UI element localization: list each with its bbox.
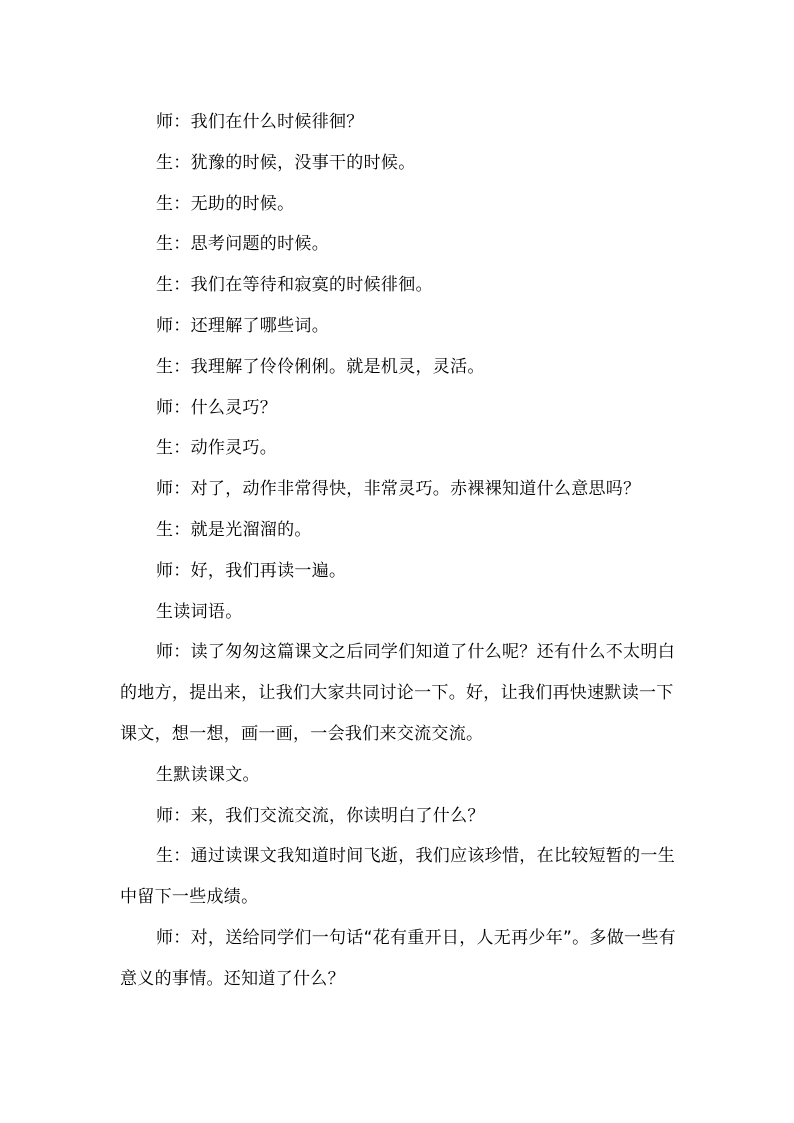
dialogue-line: 生：我们在等待和寂寞的时候徘徊。	[156, 275, 433, 296]
dialogue-line: 师：来，我们交流交流，你读明白了什么？	[156, 805, 485, 826]
dialogue-line: 生：无助的时候。	[156, 193, 295, 214]
dialogue-line: 生：思考问题的时候。	[156, 234, 329, 255]
dialogue-line: 师：对，送给同学们一句话“花有重开日，人无再少年”。多做一些有意义的事情。还知道了什么？	[120, 927, 676, 989]
dialogue-line: 生：动作灵巧。	[156, 438, 278, 459]
dialogue-line: 师：什么灵巧？	[156, 397, 278, 418]
dialogue-line: 师：对了，动作非常得快，非常灵巧。赤裸裸知道什么意思吗？	[156, 479, 641, 500]
document-body	[120, 102, 680, 1000]
dialogue-line: 生：我理解了伶伶俐俐。就是机灵，灵活。	[156, 356, 485, 377]
dialogue-line: 生：通过读课文我知道时间飞逝，我们应该珍惜，在比较短暂的一生中留下一些成绩。	[120, 846, 675, 908]
dialogue-line: 师：我们在什么时候徘徊？	[156, 112, 364, 132]
dialogue-line: 师：读了匆匆这篇课文之后同学们知道了什么呢？还有什么不太明白的地方，提出来，让我们大家共同讨论一下。好，让我们再快速默读一下课文，想一想，画一画，一会我们来交流交流。	[120, 642, 675, 744]
dialogue-line: 生：就是光溜溜的。	[156, 519, 312, 540]
dialogue-line: 师：还理解了哪些词。	[156, 315, 329, 336]
stage-direction: 生默读课文。	[156, 764, 260, 785]
dialogue-line: 师：好，我们再读一遍。	[156, 560, 347, 581]
dialogue-line: 生：犹豫的时候，没事干的时候。	[156, 152, 416, 173]
stage-direction: 生读词语。	[156, 601, 243, 622]
